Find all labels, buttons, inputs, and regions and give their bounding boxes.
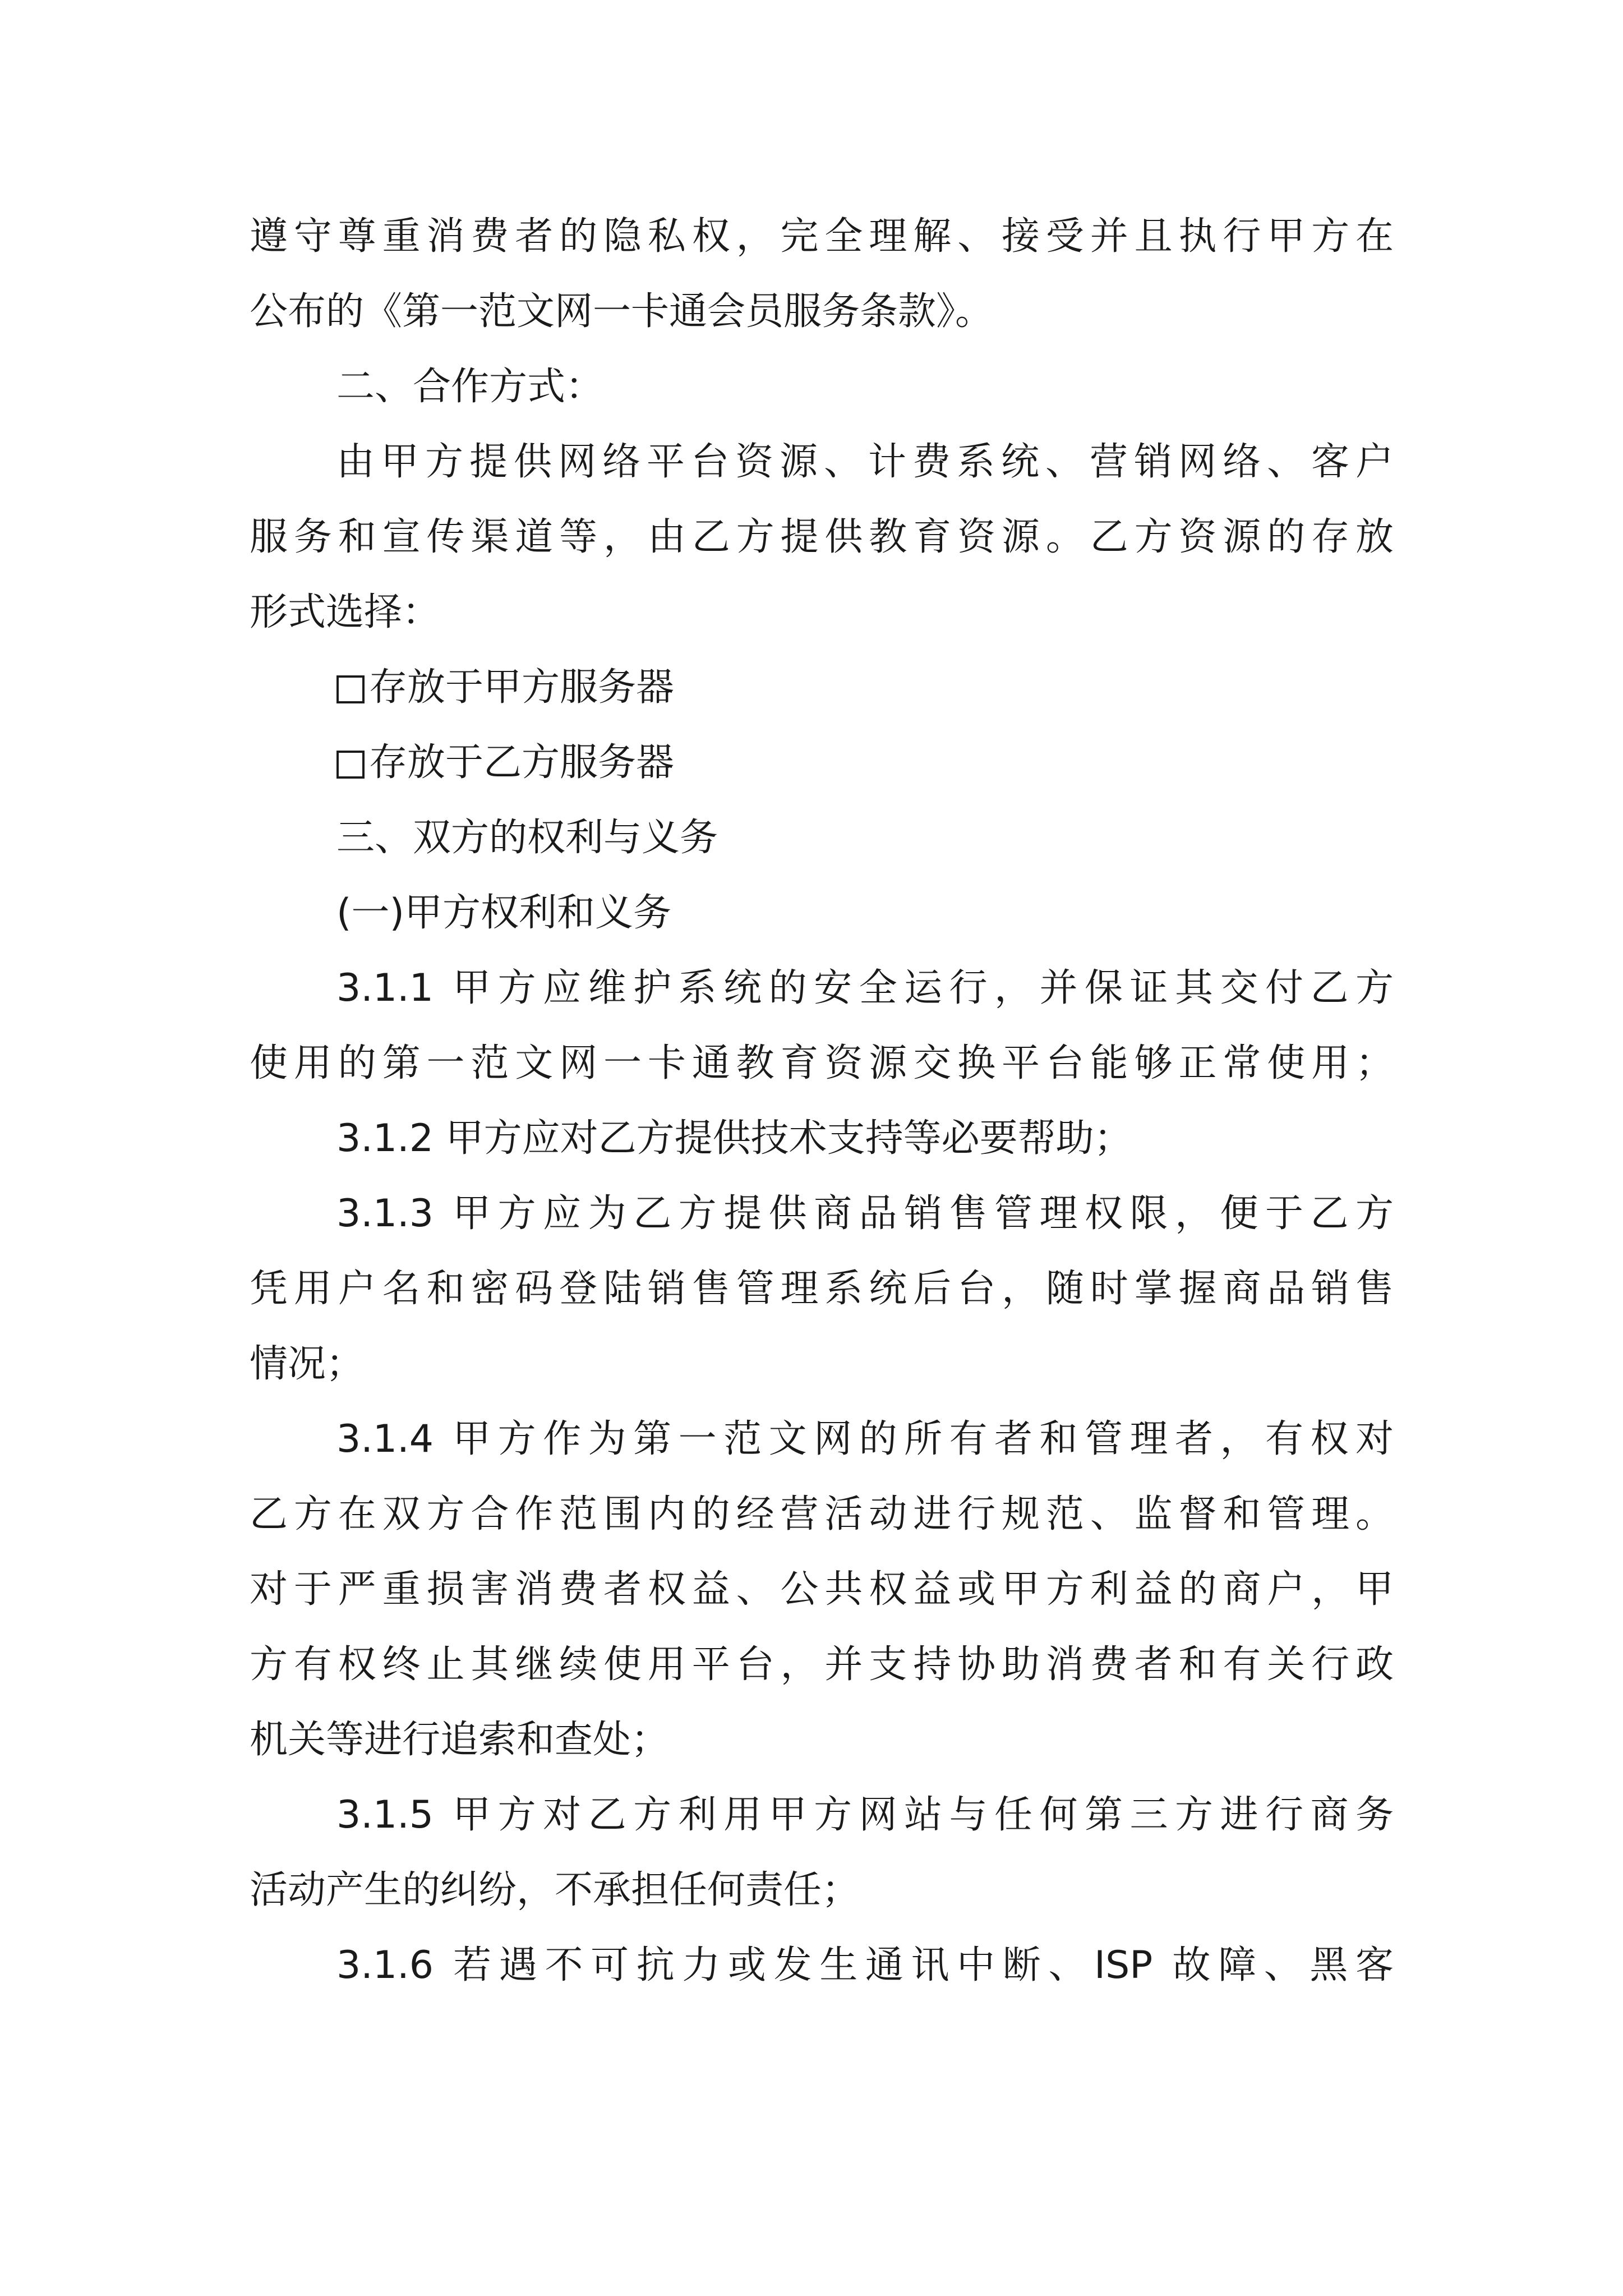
section-heading: 二、合作方式：: [336, 365, 604, 409]
option-label: 存放于甲方服务器: [369, 665, 675, 710]
text-line: 3.1.6 若遇不可抗力或发生通讯中断、ISP 故障、黑客: [336, 1943, 1394, 1987]
text-line: 对于严重损害消费者权益、公共权益或甲方利益的商户，甲: [250, 1567, 1394, 1612]
text-line: 3.1.3 甲方应为乙方提供商品销售管理权限，便于乙方: [336, 1191, 1394, 1236]
subsection-heading: (一)甲方权利和义务: [336, 891, 672, 935]
text-line: 服务和宣传渠道等，由乙方提供教育资源。乙方资源的存放: [250, 515, 1394, 559]
text-line: 使用的第一范文网一卡通教育资源交换平台能够正常使用；: [250, 1041, 1394, 1085]
option-server-b: [336, 735, 1394, 791]
checkbox-icon: [336, 675, 365, 703]
text-line: 3.1.5 甲方对乙方利用甲方网站与任何第三方进行商务: [336, 1793, 1394, 1837]
text-line: 方有权终止其继续使用平台，并支持协助消费者和有关行政: [250, 1642, 1394, 1687]
text-line: 由甲方提供网络平台资源、计费系统、营销网络、客户: [336, 440, 1394, 484]
option-label: 存放于乙方服务器: [369, 740, 675, 785]
text-line: 活动产生的纠纷，不承担任何责任；: [250, 1868, 860, 1912]
section-heading: 三、双方的权利与义务: [336, 816, 718, 860]
text-line: 凭用户名和密码登陆销售管理系统后台，随时掌握商品销售: [250, 1267, 1394, 1311]
text-line: 形式选择：: [250, 590, 441, 634]
text-line: 情况；: [250, 1342, 365, 1386]
text-line: 乙方在双方合作范围内的经营活动进行规范、监督和管理。: [250, 1492, 1394, 1536]
option-server-a: [336, 660, 1394, 716]
text-line: 遵守尊重消费者的隐私权，完全理解、接受并且执行甲方在: [250, 214, 1394, 259]
checkbox-icon: [336, 751, 365, 779]
text-line: 3.1.2 甲方应对乙方提供技术支持等必要帮助；: [336, 1116, 1132, 1161]
text-line: 公布的《第一范文网一卡通会员服务条款》。: [250, 289, 994, 334]
text-line: 3.1.1 甲方应维护系统的安全运行，并保证其交付乙方: [336, 966, 1394, 1010]
text-line: 3.1.4 甲方作为第一范文网的所有者和管理者，有权对: [336, 1417, 1394, 1461]
text-line: 机关等进行追索和查处；: [250, 1718, 670, 1762]
